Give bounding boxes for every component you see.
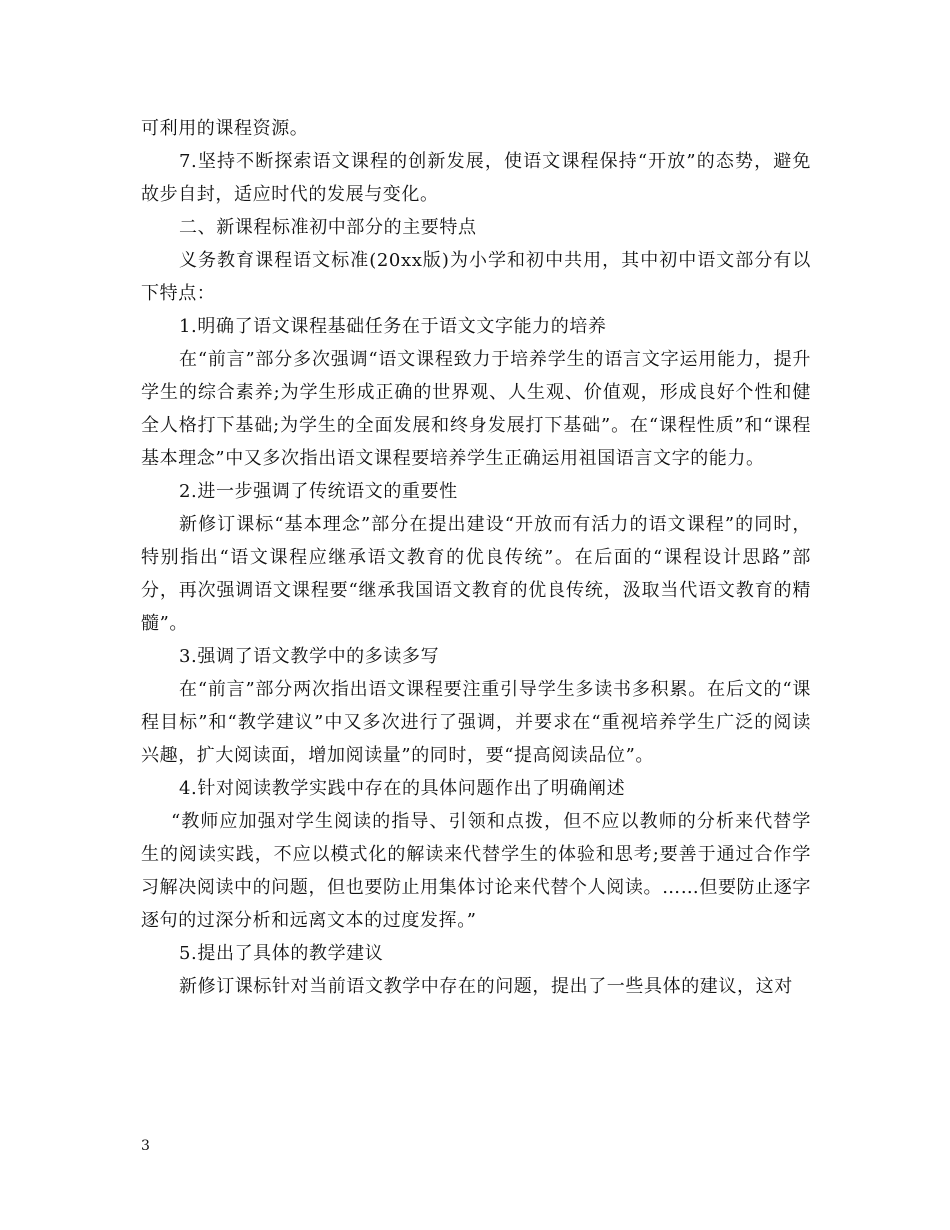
- paragraph: 新修订课标针对当前语文教学中存在的问题，提出了一些具体的建议，这对: [179, 976, 793, 997]
- paragraph: 在“前言”部分两次指出语文课程要注重引导学生多读书多积累。在后文的“课程目标”和“教学建议”中又多次进行了强调，并要求在“重视培养学生广泛的阅读兴趣，扩大阅读面，增加阅读量”的同时，要“提高阅读品位”。: [141, 679, 811, 766]
- document-body: [141, 112, 811, 1003]
- page-number: 3: [141, 1138, 150, 1154]
- paragraph: 5.提出了具体的教学建议: [179, 943, 384, 964]
- paragraph: 二、新课程标准初中部分的主要特点: [179, 217, 477, 238]
- paragraph: 7.坚持不断探索语文课程的创新发展，使语文课程保持“开放”的态势，避免故步自封，适应时代的发展与变化。: [141, 151, 811, 205]
- paragraph: 在“前言”部分多次强调“语文课程致力于培养学生的语言文字运用能力，提升学生的综合素养;为学生形成正确的世界观、人生观、价值观，形成良好个性和健全人格打下基础;为学生的全面发展和终身发展打下基础”。在“课程性质”和“课程基本理念”中又多次指出语文课程要培养学生正确运用祖国语言文字的能力。: [141, 349, 811, 469]
- paragraph: “教师应加强对学生阅读的指导、引领和点拨，但不应以教师的分析来代替学生的阅读实践，不应以模式化的解读来代替学生的体验和思考;要善于通过合作学习解决阅读中的问题，但也要防止用集体讨论来代替个人阅读。……但要防止逐字逐句的过深分析和远离文本的过度发挥。”: [141, 811, 811, 931]
- paragraph: 2.进一步强调了传统语文的重要性: [179, 481, 458, 502]
- paragraph: 义务教育课程语文标准(20xx版)为小学和初中共用，其中初中语文部分有以下特点：: [141, 250, 811, 304]
- paragraph: 3.强调了语文教学中的多读多写: [179, 646, 440, 667]
- paragraph: 4.针对阅读教学实践中存在的具体问题作出了明确阐述: [179, 778, 626, 799]
- paragraph: 可利用的课程资源。: [141, 118, 309, 139]
- paragraph: 1.明确了语文课程基础任务在于语文文字能力的培养: [179, 316, 607, 337]
- paragraph: 新修订课标“基本理念”部分在提出建设“开放而有活力的语文课程”的同时，特别指出“语文课程应继承语文教育的优良传统”。在后面的“课程设计思路”部分，再次强调语文课程要“继承我国语文教育的优良传统，汲取当代语文教育的精髓”。: [141, 514, 811, 634]
